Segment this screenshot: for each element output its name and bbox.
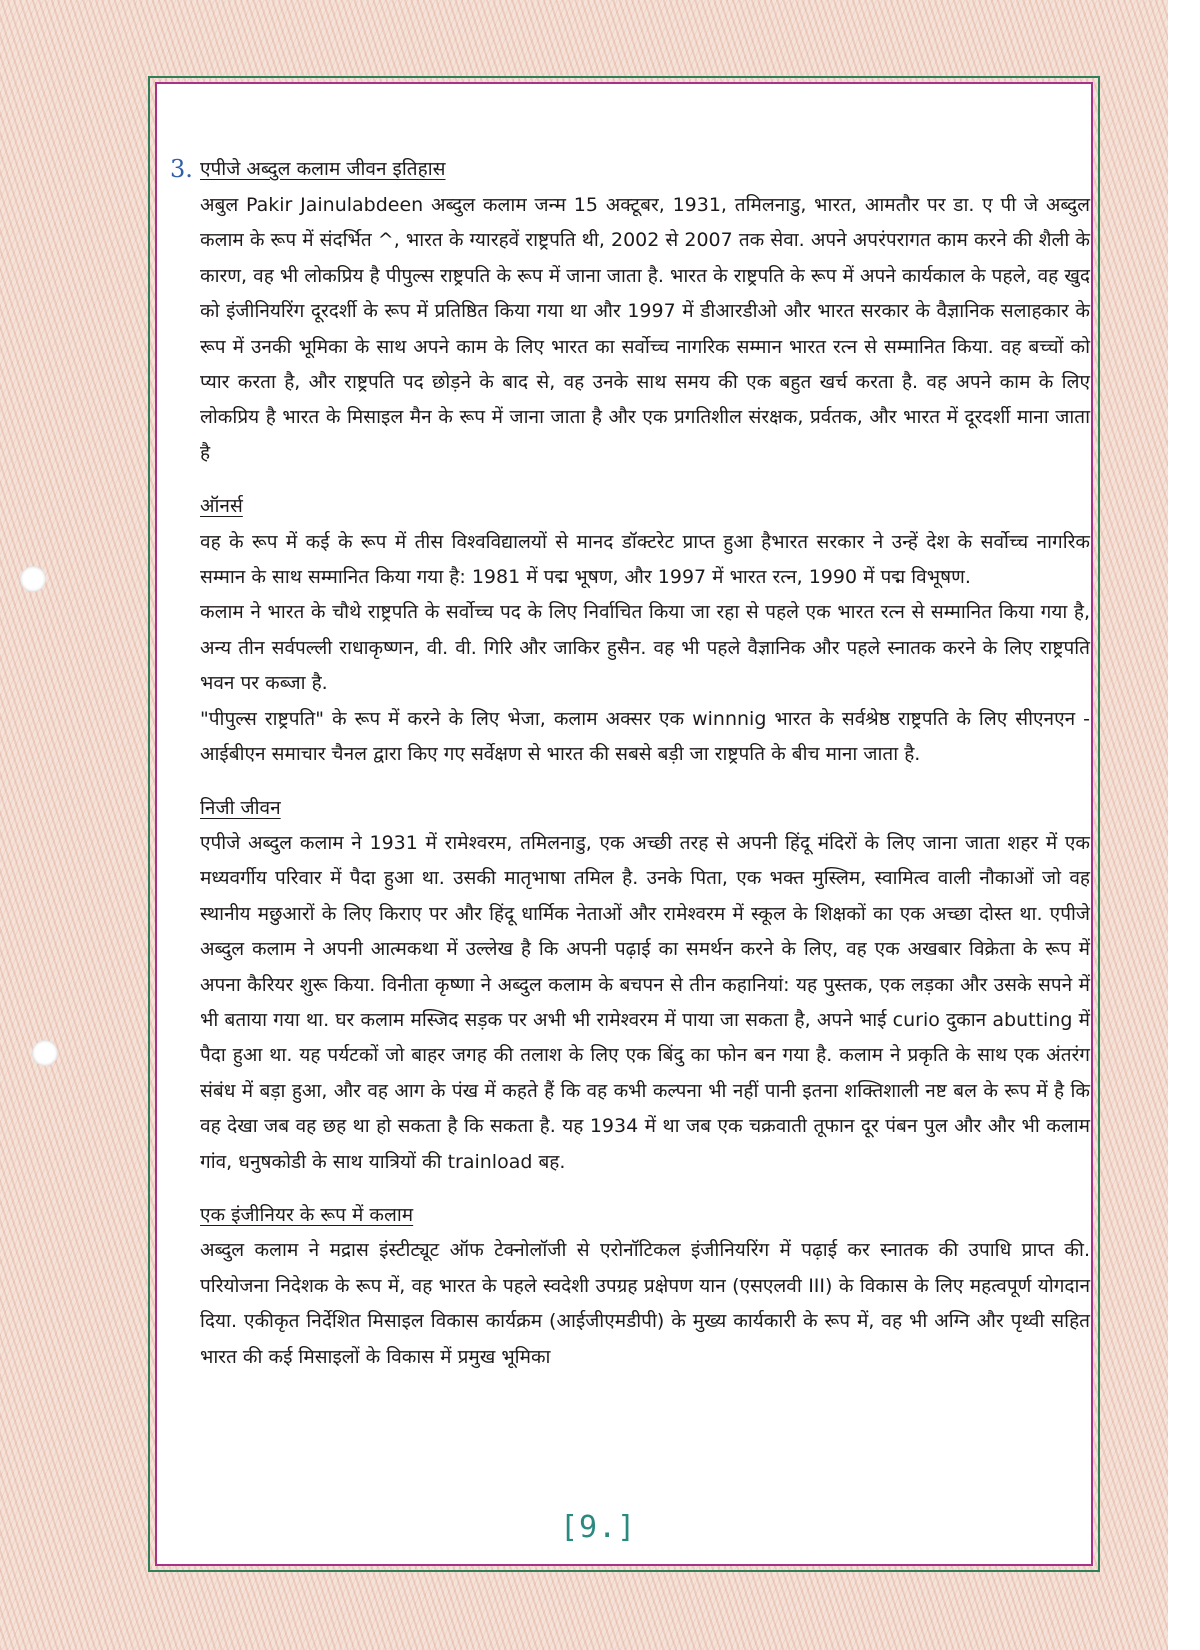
section-heading: निजी जीवन: [200, 796, 281, 819]
title-row: [170, 152, 1090, 188]
section-heading: ऑनर्स: [200, 495, 243, 518]
section-honors: [200, 489, 1090, 772]
scan-edge: [1168, 0, 1200, 1650]
paragraph: अब्दुल कलाम ने मद्रास इंस्टीट्यूट ऑफ टेक्नोलॉजी से एरोनॉटिकल इंजीनियरिंग में पढ़ाई कर स्नातक की उपाधि प्राप्त की. परियोजना निदेशक के रूप में, वह भारत के पहले स्वदेशी उपग्रह प्रक्षेपण यान (एसएलवी III) के विकास के लिए महत्वपूर्ण योगदान दिया. एकीकृत निर्देशित मिसाइल विकास कार्यक्रम (आईजीएमडीपी) के मुख्य कार्यकारी के रूप में, वह भी अग्नि और पृथ्वी सहित भारत की कई मिसाइलों के विकास में प्रमुख भूमिका: [200, 1239, 1090, 1368]
punch-hole-bottom: [32, 1040, 58, 1066]
punch-hole-top: [20, 566, 46, 592]
intro-paragraph: अबुल Pakir Jainulabdeen अब्दुल कलाम जन्म 15 अक्टूबर, 1931, तमिलनाडु, भारत, आमतौर पर डा. ए पी जे अब्दुल कलाम के रूप में संदर्भित ^, भारत के ग्यारहवें राष्ट्रपति थी, 2002 से 2007 तक सेवा. अपने अपरंपरागत काम करने की शैली के कारण, वह भी लोकप्रिय है पीपुल्स राष्ट्रपति के रूप में जाना जाता है. भारत के राष्ट्रपति के रूप में अपने कार्यकाल के पहले, वह खुद को इंजीनियरिंग दूरदर्शी के रूप में प्रतिष्ठित किया गया था और 1997 में डीआरडीओ और भारत सरकार के वैज्ञानिक सलाहकार के रूप में उनकी भूमिका के साथ अपने काम के लिए भारत का सर्वोच्च नागरिक सम्मान भारत रत्न से सम्मानित किया. वह बच्चों को प्यार करता है, और राष्ट्रपति पद छोड़ने के बाद से, वह उनके साथ समय की एक बहुत खर्च करता है. वह अपने काम के लिए लोकप्रिय है भारत के मिसाइल मैन के रूप में जाना जाता है और एक प्रगतिशील संरक्षक, प्रर्वतक, और भारत में दूरदर्शी माना जाता है: [200, 194, 1090, 464]
paragraph: "पीपुल्स राष्ट्रपति" के रूप में करने के लिए भेजा, कलाम अक्सर एक winnnig भारत के सर्वश्रेष्ठ राष्ट्रपति के लिए सीएनएन - आईबीएन समाचार चैनल द्वारा किए गए सर्वेक्षण से भारत की सबसे बड़ी जा राष्ट्रपति के बीच माना जाता है.: [200, 707, 1090, 766]
paragraph: वह के रूप में कई के रूप में तीस विश्वविद्यालयों से मानद डॉक्टरेट प्राप्त हुआ हैभारत सरकार ने उन्हें देश के सर्वोच्च नागरिक सम्मान के साथ सम्मानित किया गया है: 1981 में पद्म भूषण, और 1997 में भारत रत्न, 1990 में पद्म विभूषण.: [200, 530, 1090, 589]
page-title: एपीजे अब्दुल कलाम जीवन इतिहास: [200, 158, 446, 180]
section-number: 3.: [170, 155, 193, 183]
page-number: [9.]: [560, 1510, 637, 1545]
section-heading: एक इंजीनियर के रूप में कलाम: [200, 1203, 414, 1226]
paragraph: एपीजे अब्दुल कलाम ने 1931 में रामेश्वरम, तमिलनाडु, एक अच्छी तरह से अपनी हिंदू मंदिरों के लिए जाना जाता शहर में एक मध्यवर्गीय परिवार में पैदा हुआ था. उसकी मातृभाषा तमिल है. उनके पिता, एक भक्त मुस्लिम, स्वामित्व वाली नौकाओं जो वह स्थानीय मछुआरों के लिए किराए पर और हिंदू धार्मिक नेताओं और रामेश्वरम में स्कूल के शिक्षकों का एक अच्छा दोस्त था. एपीजे अब्दुल कलाम ने अपनी आत्मकथा में उल्लेख है कि अपनी पढ़ाई का समर्थन करने के लिए, वह एक अखबार विक्रेता के रूप में अपना कैरियर शुरू किया. विनीता कृष्णा ने अब्दुल कलाम के बचपन से तीन कहानियां: यह पुस्तक, एक लड़का और उसके सपने में भी बताया गया था. घर कलाम मस्जिद सड़क पर अभी भी रामेश्वरम में पाया जा सकता है, अपने भाई curio दुकान abutting में पैदा हुआ था. यह पर्यटकों जो बाहर जगह की तलाश के लिए एक बिंदु का फोन बन गया है. कलाम ने प्रकृति के साथ एक अंतरंग संबंध में बड़ा हुआ, और वह आग के पंख में कहते हैं कि वह कभी कल्पना भी नहीं पानी इतना शक्तिशाली नष्ट बल के रूप में है कि वह देखा जब वह छह था हो सकता है कि सकता है. यह 1934 में था जब एक चक्रवाती तूफान दूर पंबन पुल और और भी कलाम गांव, धनुषकोडी के साथ यात्रियों की trainload बह.: [200, 831, 1090, 1173]
section-engineer: [200, 1198, 1090, 1375]
page-content: [170, 152, 1090, 1375]
section-personal-life: [200, 791, 1090, 1180]
paragraph: कलाम ने भारत के चौथे राष्ट्रपति के सर्वोच्च पद के लिए निर्वाचित किया जा रहा से पहले एक भारत रत्न से सम्मानित किया गया है, अन्य तीन सर्वपल्ली राधाकृष्णन, वी. वी. गिरि और जाकिर हुसैन. वह भी पहले वैज्ञानिक और पहले स्नातक करने के लिए राष्ट्रपति भवन पर कब्जा है.: [200, 601, 1090, 695]
